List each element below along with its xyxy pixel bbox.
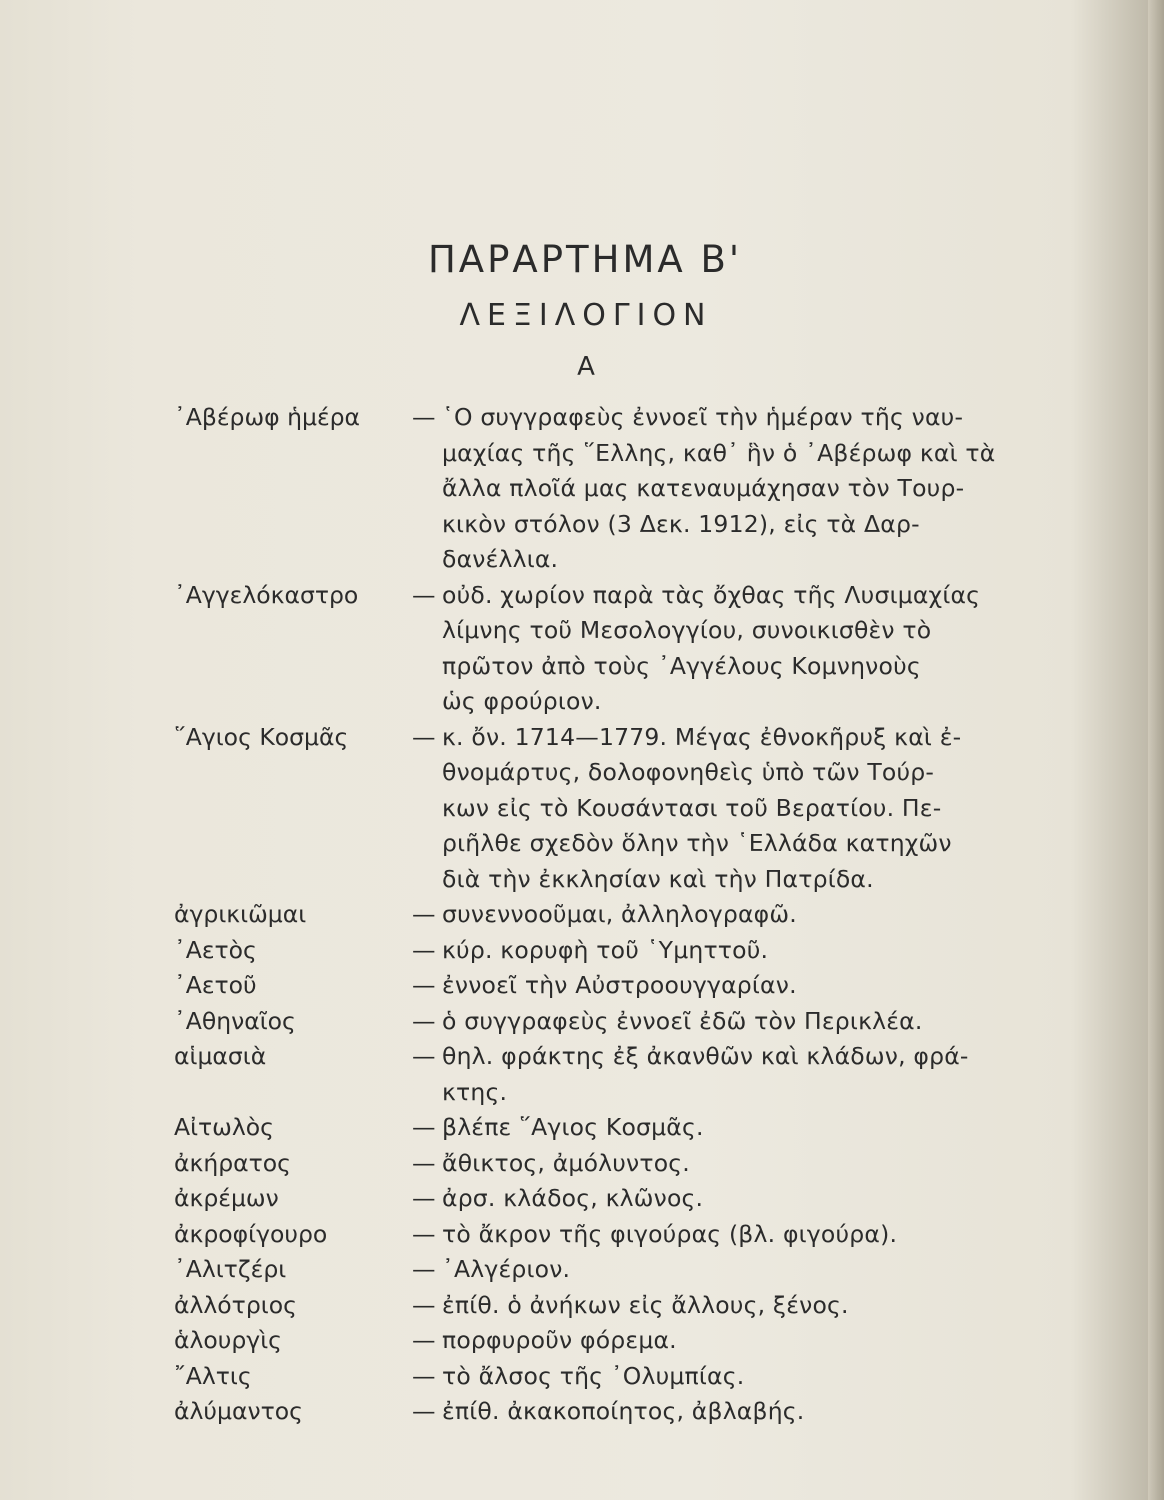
glossary-entry <box>174 1394 1020 1430</box>
entry-dash: — <box>412 900 436 928</box>
glossary-entry <box>174 578 1020 720</box>
glossary-definition <box>442 720 1020 898</box>
glossary-definition <box>442 1394 1020 1430</box>
glossary-entry <box>174 1146 1020 1182</box>
entry-dash: — <box>412 580 436 609</box>
glossary-term: ᾿Αετὸς <box>174 935 257 964</box>
definition-line: κτης. <box>442 1077 508 1106</box>
definition-line: ἐπίθ. ἀκακοποίητος, ἀβλαβής. <box>442 1397 805 1425</box>
glossary-definition <box>442 578 1020 720</box>
definition-line: ἐννοεῖ τὴν Αὐστροουγγαρίαν. <box>442 971 797 999</box>
glossary-entry <box>174 1252 1020 1288</box>
entry-dash: — <box>412 935 436 964</box>
definition-line: τὸ ἄκρον τῆς φιγούρας (βλ. φιγούρα). <box>442 1219 898 1248</box>
glossary-entry <box>174 1181 1020 1217</box>
page-title: ΠΑΡΑΡΤΗΜΑ Β' <box>427 238 743 281</box>
definition-line: κ. ὄν. 1714—1779. Μέγας ἐθνοκῆρυξ καὶ ἐ- <box>442 722 962 751</box>
glossary-definition <box>442 897 1020 933</box>
book-spine-shadow <box>1148 0 1164 1500</box>
glossary-term: ᾿Αλιτζέρι <box>174 1255 287 1283</box>
glossary-definition <box>442 1323 1020 1359</box>
definition-line: θηλ. φράκτης ἐξ ἀκανθῶν καὶ κλάδων, φρά- <box>442 1042 969 1070</box>
glossary-term: ῞Αγιος Κοσμᾶς <box>174 722 349 751</box>
definition-line: ὡς φρούριον. <box>442 687 602 715</box>
definition-line: ριῆλθε σχεδὸν ὅλην τὴν ῾Ελλάδα κατηχῶν <box>442 829 952 857</box>
glossary-entry <box>174 1288 1020 1324</box>
glossary-term: ἀγρικιῶμαι <box>174 900 307 928</box>
glossary-definition <box>442 1004 1020 1040</box>
entry-dash: — <box>412 1113 436 1141</box>
glossary-definition <box>442 400 1020 578</box>
entry-dash: — <box>412 403 436 431</box>
glossary-definition <box>442 1110 1020 1146</box>
glossary-definition <box>442 1252 1020 1288</box>
definition-line: ἀρσ. κλάδος, κλῶνος. <box>442 1184 704 1212</box>
definition-line: θνομάρτυς, δολοφονηθεὶς ὑπὸ τῶν Τούρ- <box>442 758 935 786</box>
definition-line: δανέλλια. <box>442 545 559 573</box>
definition-line: συνεννοοῦμαι, ἀλληλογραφῶ. <box>442 900 797 928</box>
glossary-entry <box>174 1110 1020 1146</box>
definition-line: πρῶτον ἀπὸ τοὺς ᾿Αγγέλους Κομνηνοὺς <box>442 651 921 680</box>
glossary-term: αἱμασιὰ <box>174 1042 267 1070</box>
glossary-term: ἀλλότριος <box>174 1290 297 1319</box>
glossary-term: ῎Αλτις <box>174 1361 252 1390</box>
glossary-entry <box>174 968 1020 1004</box>
glossary-entry <box>174 933 1020 969</box>
glossary-definition <box>442 968 1020 1004</box>
glossary-term: ἁλουργὶς <box>174 1326 282 1354</box>
glossary-heading: ΛΕΞΙΛΟΓΙΟΝ <box>459 298 713 333</box>
entry-dash: — <box>412 1326 436 1354</box>
definition-line: λίμνης τοῦ Μεσολογγίου, συνοικισθὲν τὸ <box>442 616 932 644</box>
definition-line: κικὸν στόλον (3 Δεκ. 1912), εἰς τὰ Δαρ- <box>442 509 920 538</box>
definition-line: βλέπε ῞Αγιος Κοσμᾶς. <box>442 1113 704 1141</box>
entry-dash: — <box>412 1255 436 1283</box>
glossary-definition <box>442 1181 1020 1217</box>
definition-line: ἐπίθ. ὁ ἀνήκων εἰς ἄλλους, ξένος. <box>442 1290 849 1319</box>
definition-line: πορφυροῦν φόρεμα. <box>442 1326 677 1354</box>
glossary-entry <box>174 897 1020 933</box>
glossary-entry <box>174 1004 1020 1040</box>
definition-line: ὁ συγγραφεὺς ἐννοεῖ ἐδῶ τὸν Περικλέα. <box>442 1006 923 1035</box>
glossary-definition <box>442 1146 1020 1182</box>
glossary-entry <box>174 720 1020 898</box>
entry-dash: — <box>412 1397 436 1425</box>
entry-dash: — <box>412 1042 436 1070</box>
definition-line: μαχίας τῆς ῞Ελλης, καθ᾿ ἣν ὁ ᾿Αβέρωφ καὶ τὰ <box>442 438 996 467</box>
entry-dash: — <box>412 1219 436 1248</box>
entry-dash: — <box>412 1361 436 1390</box>
glossary-definition <box>442 1359 1020 1395</box>
glossary-definition <box>442 1217 1020 1253</box>
entry-dash: — <box>412 971 436 999</box>
definition-line: ἄλλα πλοῖά μας κατεναυμάχησαν τὸν Τουρ- <box>442 474 965 502</box>
glossary-entry <box>174 1359 1020 1395</box>
definition-line: ἄθικτος, ἀμόλυντος. <box>442 1148 690 1177</box>
glossary-term: ἀκήρατος <box>174 1148 291 1177</box>
definition-line: ῾Ο συγγραφεὺς ἐννοεῖ τὴν ἡμέραν τῆς ναυ- <box>442 403 964 431</box>
definition-line: τὸ ἄλσος τῆς ᾿Ολυμπίας. <box>442 1361 745 1390</box>
glossary-list <box>174 400 1020 1430</box>
definition-line: διὰ τὴν ἐκκλησίαν καὶ τὴν Πατρίδα. <box>442 864 874 893</box>
entry-dash: — <box>412 1184 436 1212</box>
glossary-term: ᾿Αγγελόκαστρο <box>174 580 359 609</box>
definition-line: οὐδ. χωρίον παρὰ τὰς ὄχθας τῆς Λυσιμαχίας <box>442 580 981 609</box>
definition-line: κων εἰς τὸ Κουσάντασι τοῦ Βερατίου. Πε- <box>442 793 942 822</box>
entry-dash: — <box>412 722 436 751</box>
glossary-term: ᾿Αετοῦ <box>174 971 257 999</box>
glossary-term: ἀκρέμων <box>174 1184 279 1212</box>
definition-line: ᾿Αλγέριον. <box>442 1255 571 1283</box>
glossary-entry <box>174 1217 1020 1253</box>
glossary-term: ᾿Αθηναῖος <box>174 1006 296 1035</box>
glossary-definition <box>442 933 1020 969</box>
definition-line: κύρ. κορυφὴ τοῦ ῾Υμηττοῦ. <box>442 935 769 964</box>
glossary-entry <box>174 400 1020 578</box>
glossary-definition <box>442 1288 1020 1324</box>
section-letter: Α <box>577 352 595 382</box>
glossary-term: ἀκροφίγουρο <box>174 1219 328 1248</box>
glossary-term: ᾿Αβέρωφ ἡμέρα <box>174 403 361 431</box>
glossary-term: ἀλύμαντος <box>174 1397 303 1425</box>
glossary-entry <box>174 1039 1020 1110</box>
entry-dash: — <box>412 1006 436 1035</box>
glossary-definition <box>442 1039 1020 1110</box>
glossary-term: Αἰτωλὸς <box>174 1113 274 1141</box>
entry-dash: — <box>412 1290 436 1319</box>
glossary-entry <box>174 1323 1020 1359</box>
entry-dash: — <box>412 1148 436 1177</box>
